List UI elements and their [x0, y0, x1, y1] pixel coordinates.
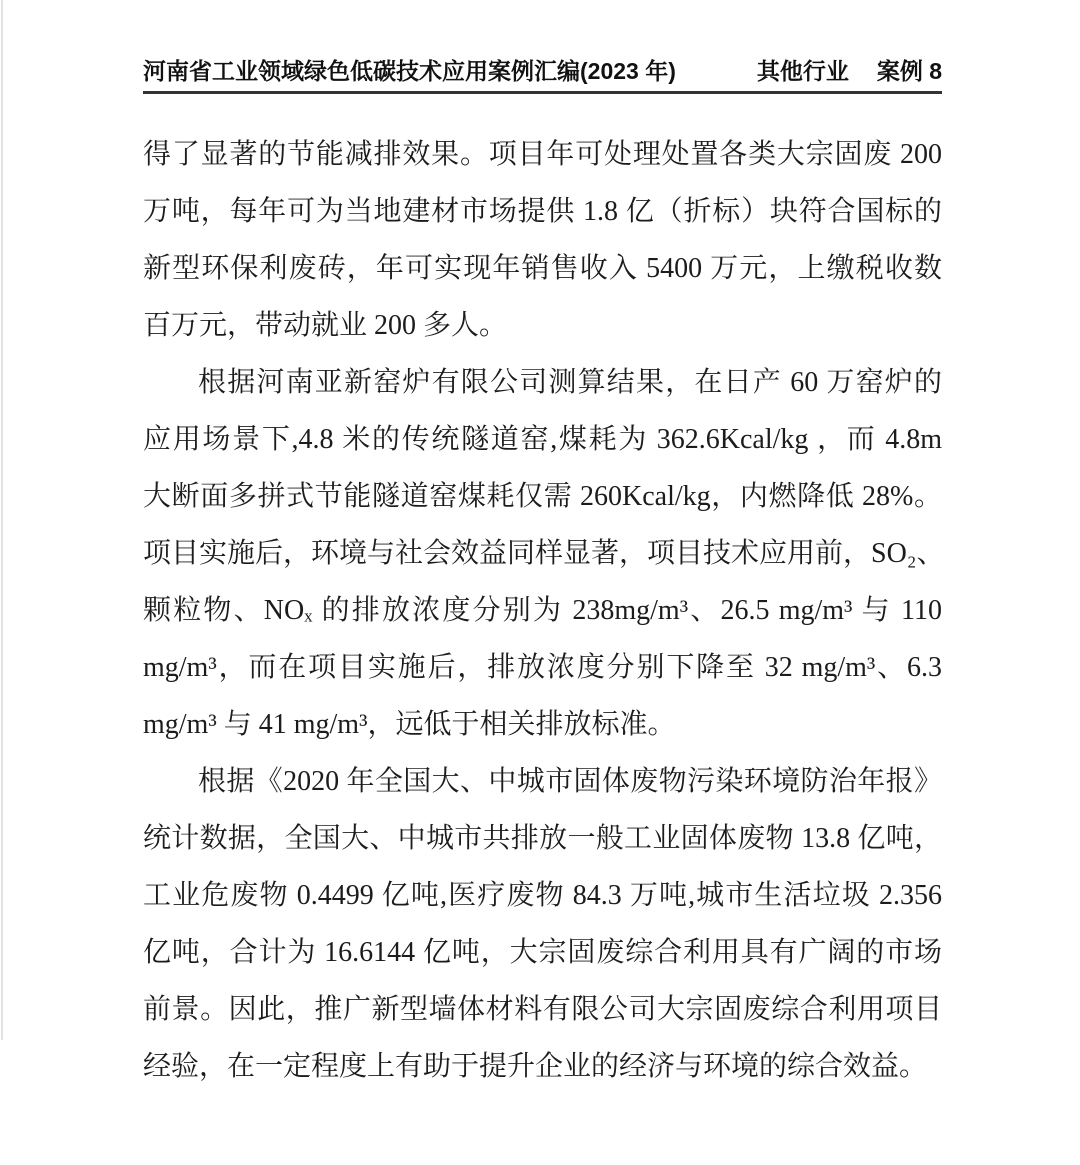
page-edge-shadow [1, 0, 3, 1040]
text-line: mg/m³，而在项目实施后，排放浓度分别下降至 32 mg/m³、6.3 [143, 652, 942, 683]
header-right [757, 58, 942, 84]
text-line: 大断面多拼式节能隧道窑煤耗仅需 260Kcal/kg，内燃降低 28%。 [143, 481, 942, 512]
text-line: 项目实施后，环境与社会效益同样显著，项目技术应用前，SO₂、 [143, 538, 945, 569]
page-header [143, 58, 942, 84]
text-line: 前景。因此，推广新型墙体材料有限公司大宗固废综合利用项目 [143, 994, 942, 1025]
document-body [143, 126, 945, 1095]
paragraph-2 [143, 354, 945, 753]
header-title: 河南省工业领域绿色低碳技术应用案例汇编(2023 年) [143, 58, 676, 84]
header-section-label: 其他行业 [756, 58, 849, 84]
text-line: 得了显著的节能减排效果。项目年可处理处置各类大宗固废 200 [143, 139, 942, 170]
text-line: 统计数据，全国大、中城市共排放一般工业固体废物 13.8 亿吨， [143, 823, 942, 854]
header-case-number: 案例 8 [876, 58, 942, 84]
text-line: 根据《2020 年全国大、中城市固体废物污染环境防治年报》 [198, 766, 942, 797]
text-line: 百万元，带动就业 200 多人。 [143, 310, 508, 341]
text-line: 亿吨，合计为 16.6144 亿吨，大宗固废综合利用具有广阔的市场 [143, 937, 942, 968]
text-line: 应用场景下,4.8 米的传统隧道窑,煤耗为 362.6Kcal/kg ，而 4.8m [143, 424, 942, 455]
text-line: 新型环保利废砖，年可实现年销售收入 5400 万元，上缴税收数 [143, 253, 942, 284]
text-line: 工业危废物 0.4499 亿吨,医疗废物 84.3 万吨,城市生活垃圾 2.356 [143, 880, 942, 911]
text-line: mg/m³ 与 41 mg/m³，远低于相关排放标准。 [143, 709, 676, 740]
header-rule [143, 91, 942, 94]
paragraph-3 [143, 753, 942, 1095]
text-line: 经验，在一定程度上有助于提升企业的经济与环境的综合效益。 [143, 1051, 928, 1082]
paragraph-1 [143, 126, 942, 354]
text-line: 根据河南亚新窑炉有限公司测算结果，在日产 60 万窑炉的 [198, 367, 942, 398]
text-line: 颗粒物、NOₓ 的排放浓度分别为 238mg/m³、26.5 mg/m³ 与 110 [143, 595, 942, 626]
text-line: 万吨，每年可为当地建材市场提供 1.8 亿（折标）块符合国标的 [143, 196, 942, 227]
